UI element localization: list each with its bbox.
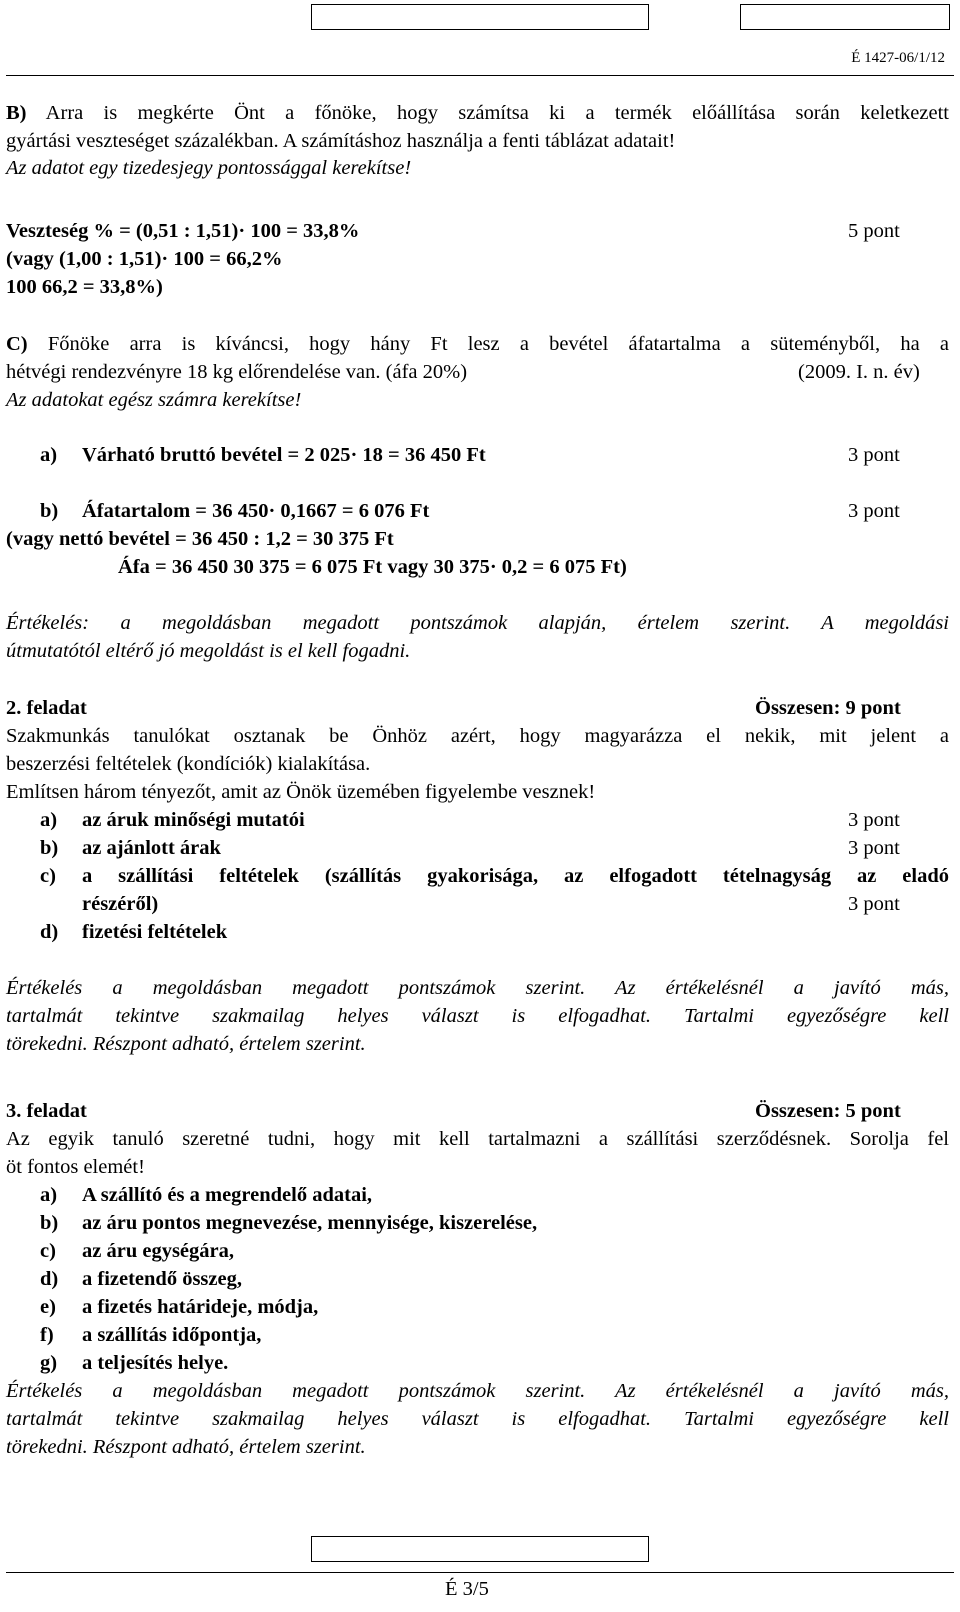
part-c-item-b: [40, 500, 429, 523]
task3-item-f: [40, 1324, 261, 1347]
part-b-text1: Arra is megkérte Önt a főnöke, hogy számítsa ki a termék előállítása során keletkezett: [26, 102, 949, 124]
task3-item-d-label: d): [40, 1268, 59, 1290]
task2-item-d-label: d): [40, 921, 59, 943]
part-c-b-points: 3 pont: [848, 500, 900, 522]
task2-total: Összesen: 9 pont: [755, 697, 901, 719]
part-b-formula1: Veszteség % = (0,51 : 1,51)· 100 = 33,8%: [6, 220, 360, 242]
task2-item-b-points: 3 pont: [848, 837, 900, 859]
part-c-alt1: (vagy nettó bevétel = 36 450 : 1,2 = 30 375 Ft: [6, 528, 394, 550]
task3-item-a-label: a): [40, 1184, 58, 1206]
header-box-right: [740, 4, 950, 30]
task2-eval-text1: Értékelés a megoldásban megadott pontszámok szerint. Az értékelésnél a javító más,: [6, 977, 949, 999]
part-c-a-label: a): [40, 444, 58, 466]
task3-item-c-label: c): [40, 1240, 56, 1262]
task2-eval-line2: [6, 1005, 949, 1028]
task2-item-b: [40, 837, 221, 860]
task3-item-e-text: a fizetés határideje, módja,: [82, 1296, 319, 1318]
task2-eval-text2: tartalmát tekintve szakmailag helyes választ is elfogadhat. Tartalmi egyezőségre kell: [6, 1005, 949, 1027]
task3-item-e: [40, 1296, 318, 1319]
part-c-a-text: Várható bruttó bevétel = 2 025· 18 = 36 450 Ft: [82, 444, 486, 466]
part-c-line2: hétvégi rendezvényre 18 kg előrendelése van. (áfa 20%): [6, 361, 468, 383]
task3-total: Összesen: 5 pont: [755, 1100, 901, 1122]
eval1-line1: [6, 612, 949, 635]
task2-item-c-points: 3 pont: [848, 893, 900, 915]
task3-eval-line3: törekedni. Részpont adható, értelem szerint.: [6, 1436, 366, 1458]
header-box-left: [311, 4, 649, 30]
task3-item-e-label: e): [40, 1296, 56, 1318]
part-b-line1: [6, 102, 949, 125]
task2-item-c-label: c): [40, 865, 56, 887]
part-c-b-text: Áfatartalom = 36 450· 0,1667 = 6 076 Ft: [82, 500, 430, 522]
part-b-line3: Az adatot egy tizedesjegy pontossággal kerekítse!: [6, 157, 412, 179]
task3-item-d: [40, 1268, 242, 1291]
eval1-text1: Értékelés: a megoldásban megadott pontszámok alapján, értelem szerint. A megoldási: [6, 612, 949, 634]
part-c-line3: Az adatokat egész számra kerekítse!: [6, 389, 302, 411]
task3-item-b: [40, 1212, 537, 1235]
task3-line2: öt fontos elemét!: [6, 1156, 145, 1178]
task2-item-d: [40, 921, 227, 944]
task2-item-b-text: az ajánlott árak: [82, 837, 221, 859]
task3-item-g-label: g): [40, 1352, 58, 1374]
eval1-line2: útmutatótól eltérő jó megoldást is el kell fogadni.: [6, 640, 411, 662]
task3-item-b-label: b): [40, 1212, 59, 1234]
part-c-alt2: Áfa = 36 450 30 375 = 6 075 Ft vagy 30 375· 0,2 = 6 075 Ft): [118, 556, 627, 578]
task3-line1: [6, 1128, 949, 1151]
task3-item-a: [40, 1184, 372, 1207]
page-number: É 3/5: [445, 1578, 489, 1600]
part-b-label: B): [6, 102, 27, 124]
task2-item-a: [40, 809, 305, 832]
part-b-line2: gyártási veszteséget százalékban. A számításhoz használja a fenti táblázat adatait!: [6, 130, 676, 152]
task2-item-c-text: a szállítási feltételek (szállítás gyakorisága, az elfogadott tételnagyság az eladó: [82, 865, 949, 887]
task3-eval-line1: [6, 1380, 949, 1403]
task2-eval-line1: [6, 977, 949, 1000]
part-b-points: 5 pont: [848, 220, 900, 242]
header-rule: [6, 75, 954, 76]
task2-eval-line3: törekedni. Részpont adható, értelem szerint.: [6, 1033, 366, 1055]
task2-line2: beszerzési feltételek (kondíciók) kialakítása.: [6, 753, 371, 775]
task3-item-d-text: a fizetendő összeg,: [82, 1268, 242, 1290]
part-c-item-a: [40, 444, 486, 467]
task2-item-a-label: a): [40, 809, 58, 831]
part-b-formula3: 100 66,2 = 33,8%): [6, 276, 163, 298]
task3-eval-line2: [6, 1408, 949, 1431]
footer-box: [311, 1536, 649, 1562]
task2-item-a-points: 3 pont: [848, 809, 900, 831]
task2-item-c-text2: részéről): [82, 893, 159, 915]
task2-item-b-label: b): [40, 837, 59, 859]
part-c-line1: [6, 333, 949, 356]
task3-item-b-text: az áru pontos megnevezése, mennyisége, kiszerelése,: [82, 1212, 538, 1234]
task3-item-g: [40, 1352, 228, 1375]
task2-item-a-text: az áruk minőségi mutatói: [82, 809, 305, 831]
part-c-a-points: 3 pont: [848, 444, 900, 466]
footer-rule: [6, 1572, 954, 1573]
task3-eval-text2: tartalmát tekintve szakmailag helyes választ is elfogadhat. Tartalmi egyezőségre kell: [6, 1408, 949, 1430]
task3-text1: Az egyik tanuló szeretné tudni, hogy mit kell tartalmazni a szállítási szerződésnek. Sorolja fel: [6, 1128, 949, 1150]
task2-item-c: [40, 865, 949, 888]
task3-item-g-text: a teljesítés helye.: [82, 1352, 229, 1374]
task3-item-f-label: f): [40, 1324, 54, 1346]
task2-line3: Említsen három tényezőt, amit az Önök üzemében figyelembe vesznek!: [6, 781, 596, 803]
task3-title: 3. feladat: [6, 1100, 87, 1122]
part-c-b-label: b): [40, 500, 59, 522]
task3-item-a-text: A szállító és a megrendelő adatai,: [82, 1184, 373, 1206]
part-c-year: (2009. I. n. év): [798, 361, 920, 383]
task3-item-c: [40, 1240, 234, 1263]
part-b-formula2: (vagy (1,00 : 1,51)· 100 = 66,2%: [6, 248, 283, 270]
task2-item-d-text: fizetési feltételek: [82, 921, 228, 943]
task3-item-f-text: a szállítás időpontja,: [82, 1324, 262, 1346]
task2-text1: Szakmunkás tanulókat osztanak be Önhöz azért, hogy magyarázza el nekik, mit jelent a: [6, 725, 949, 747]
part-c-text1: Főnöke arra is kíváncsi, hogy hány Ft lesz a bevétel áfatartalma a süteményből, ha a: [27, 333, 949, 355]
task2-title: 2. feladat: [6, 697, 87, 719]
part-c-label: C): [6, 333, 28, 355]
document-code: É 1427-06/1/12: [851, 50, 945, 66]
task3-item-c-text: az áru egységára,: [82, 1240, 234, 1262]
task3-eval-text1: Értékelés a megoldásban megadott pontszámok szerint. Az értékelésnél a javító más,: [6, 1380, 949, 1402]
task2-line1: [6, 725, 949, 748]
